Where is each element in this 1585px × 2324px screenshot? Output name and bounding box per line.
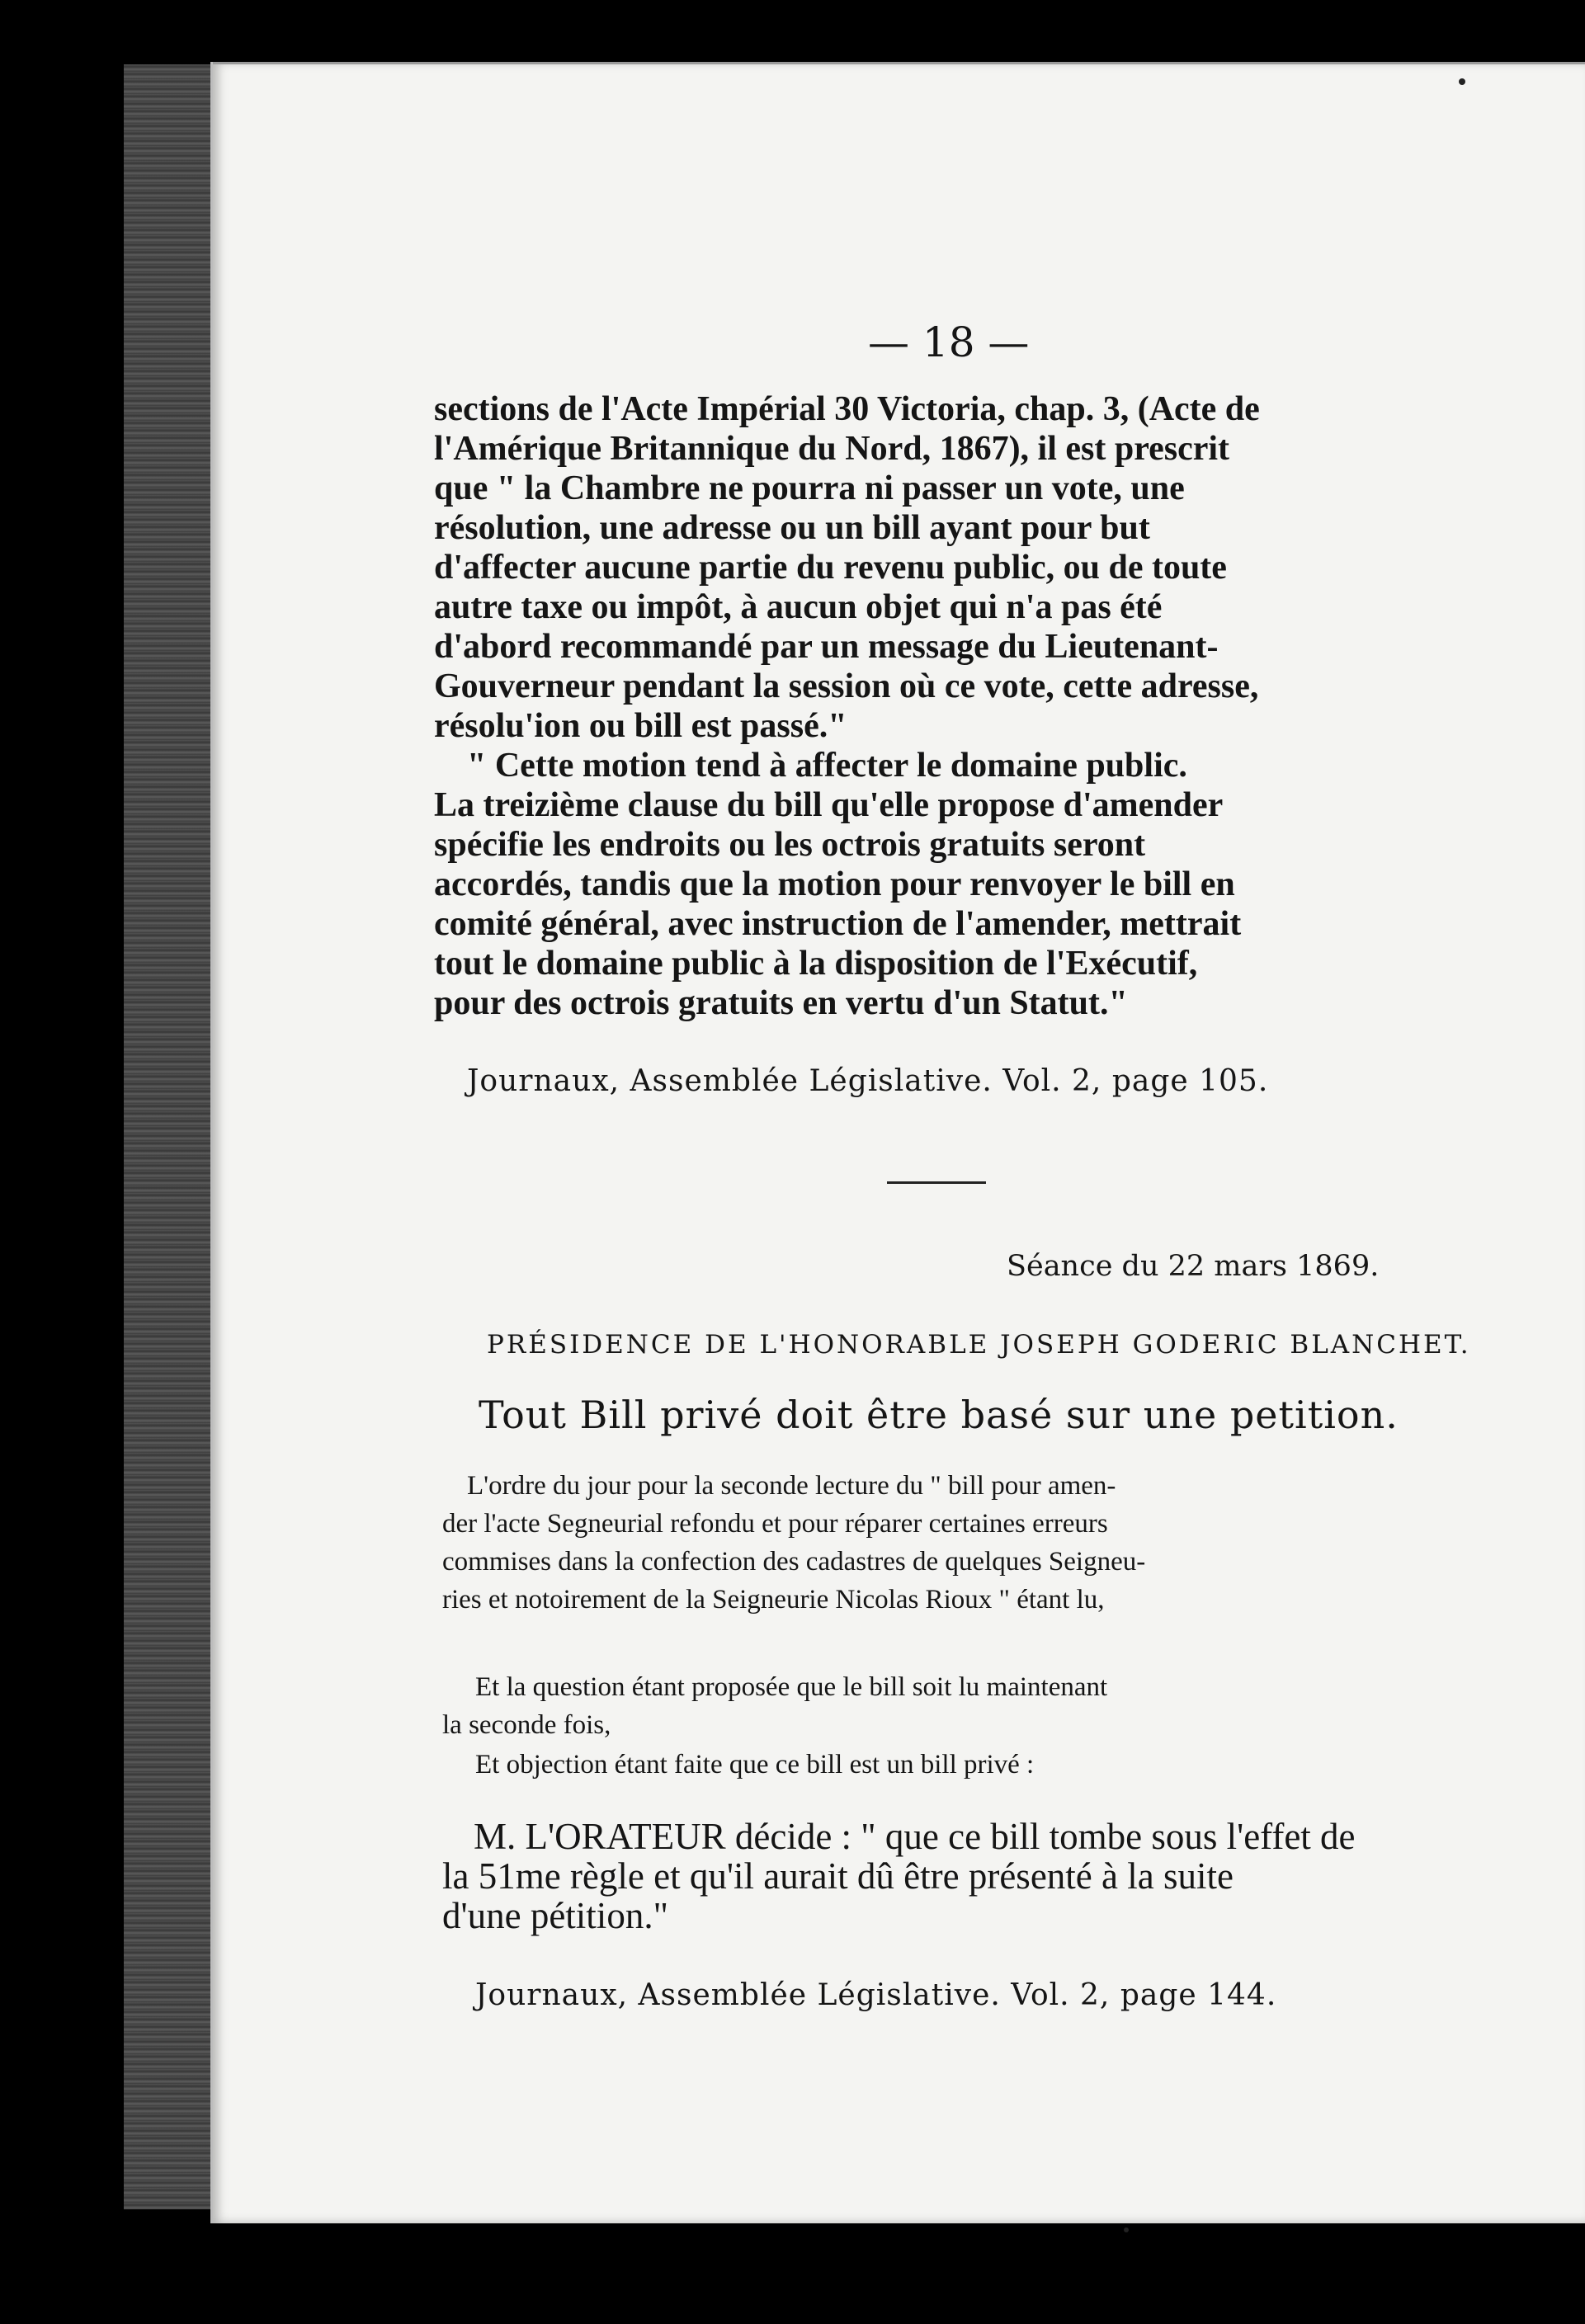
text-line: ries et notoirement de la Seigneurie Nicolas Rioux " étant lu, <box>442 1585 1105 1615</box>
text-line: comité général, avec instruction de l'amender, mettrait <box>434 905 1242 943</box>
text-line: La treizième clause du bill qu'elle propose d'amender <box>434 786 1224 824</box>
text-line: Et objection étant faite que ce bill est un bill privé : <box>475 1750 1035 1780</box>
text-line: sections de l'Acte Impérial 30 Victoria, chap. 3, (Acte de <box>434 390 1260 428</box>
scan-speck <box>1459 78 1465 85</box>
text-line: pour des octrois gratuits en vertu d'un Statut." <box>434 984 1128 1022</box>
text-line: commises dans la confection des cadastres de quelques Seigneu- <box>442 1547 1146 1577</box>
page-number: — 18 — <box>868 318 1030 366</box>
text-line: Gouverneur pendant la session où ce vote, cette adresse, <box>434 667 1259 705</box>
text-line: que " la Chambre ne pourra ni passer un vote, une <box>434 469 1185 507</box>
presidency-heading: PRÉSIDENCE DE L'HONORABLE JOSEPH GODERIC BLANCHET. <box>487 1330 1471 1360</box>
book-spine <box>124 64 215 2209</box>
paragraph-question <box>442 1668 1432 1751</box>
paragraph-objection <box>475 1746 1424 1787</box>
text-line: d'affecter aucune partie du revenu public, ou de toute <box>434 549 1227 587</box>
text-line: L'ordre du jour pour la seconde lecture du " bill pour amen- <box>467 1471 1116 1501</box>
citation-journaux-144: Journaux, Assemblée Législative. Vol. 2, page 144. <box>475 1978 1277 2012</box>
text-line: der l'acte Segneurial refondu et pour réparer certaines erreurs <box>442 1509 1108 1539</box>
paragraph-order-of-day <box>442 1467 1432 1632</box>
text-line: la 51me règle et qu'il aurait dû être présenté à la suite <box>442 1855 1234 1897</box>
text-line: " Cette motion tend à affecter le domaine public. <box>467 747 1187 785</box>
text-line: tout le domaine public à la disposition de l'Exécutif, <box>434 945 1198 983</box>
session-date: Séance du 22 mars 1869. <box>1007 1250 1380 1283</box>
text-line: résolu'ion ou bill est passé." <box>434 707 847 745</box>
text-line: autre taxe ou impôt, à aucun objet qui n'a pas été <box>434 588 1163 626</box>
text-line: spécifie les endroits ou les octrois gratuits seront <box>434 826 1146 864</box>
text-line: d'abord recommandé par un message du Lieutenant- <box>434 628 1219 666</box>
text-line: d'une pétition." <box>442 1895 668 1936</box>
scan-speck <box>1124 2227 1129 2232</box>
text-line: Et la question étant proposée que le bill soit lu maintenant <box>475 1672 1108 1702</box>
text-line: accordés, tandis que la motion pour renvoyer le bill en <box>434 865 1235 903</box>
ruling-heading: Tout Bill privé doit être basé sur une petition. <box>479 1393 1399 1437</box>
text-line: résolution, une adresse ou un bill ayant pour but <box>434 509 1150 547</box>
text-line: M. L'ORATEUR décide : " que ce bill tombe sous l'effet de <box>474 1816 1356 1857</box>
section-divider <box>887 1181 986 1184</box>
citation-journaux-105: Journaux, Assemblée Législative. Vol. 2, page 105. <box>467 1064 1269 1098</box>
paragraph-quoted-act <box>434 389 1432 1022</box>
paragraph-speaker-decision <box>442 1817 1441 1949</box>
text-line: la seconde fois, <box>442 1710 611 1740</box>
text-line: l'Amérique Britannique du Nord, 1867), il est prescrit <box>434 430 1230 468</box>
page-edge <box>213 62 1585 64</box>
